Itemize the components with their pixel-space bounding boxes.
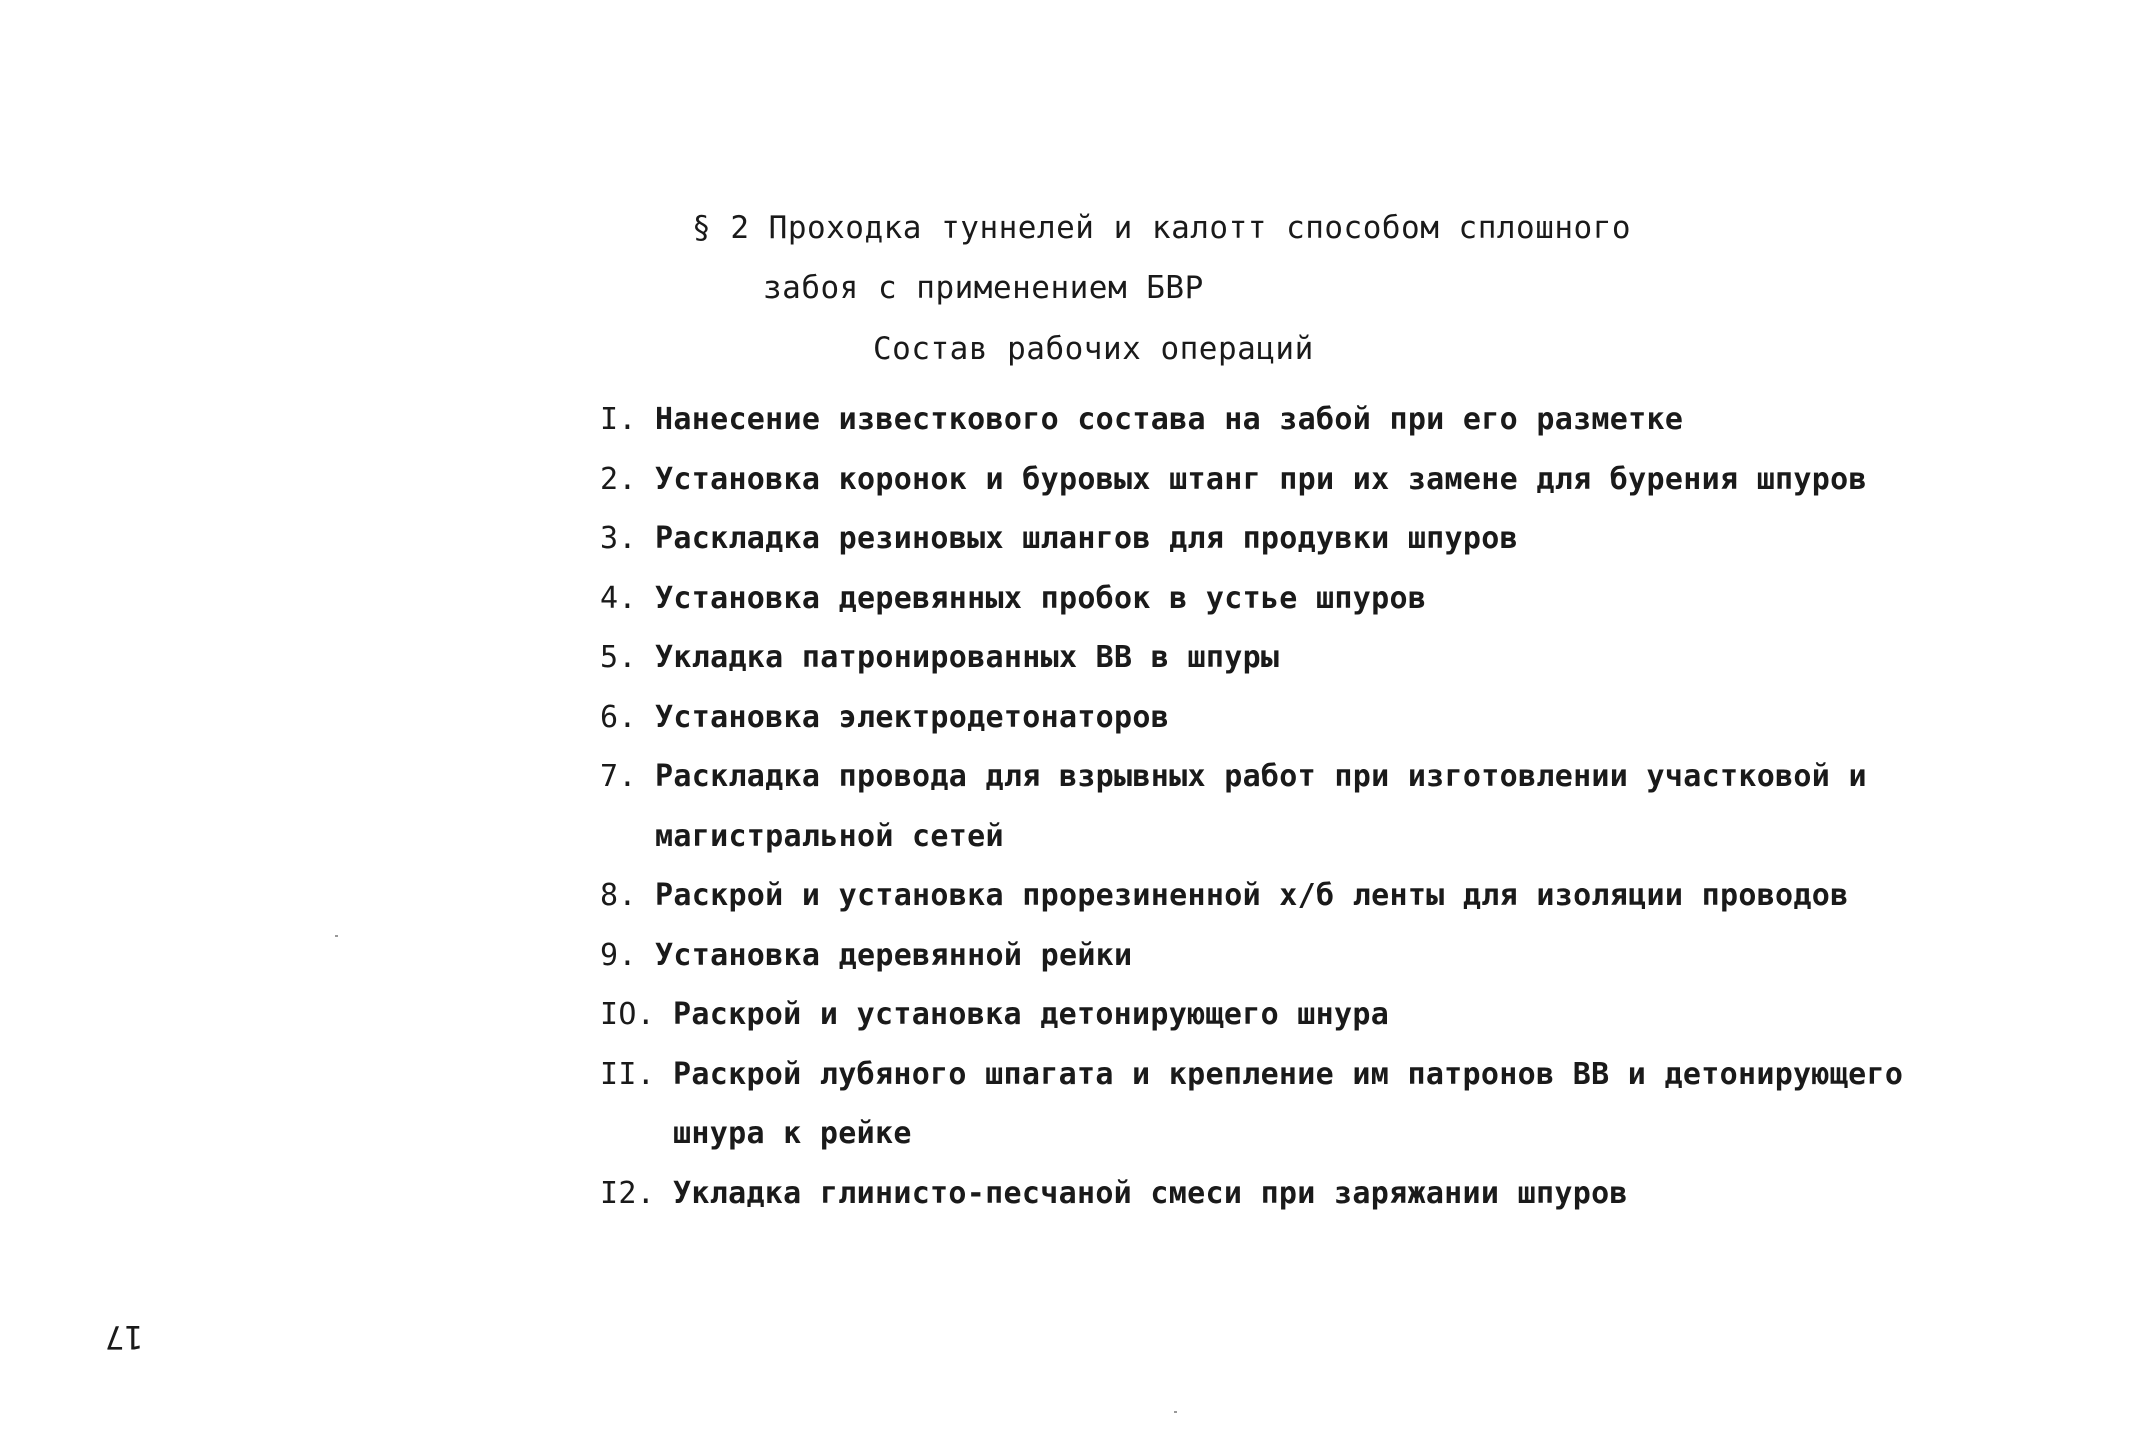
operation-text: Установка деревянных пробок в устье шпуров (655, 580, 1427, 616)
operation-item (600, 926, 2000, 986)
operation-item (600, 688, 2000, 748)
scan-speck (1174, 1411, 1177, 1413)
operation-number: 8. (600, 878, 637, 913)
operation-item (600, 509, 2000, 569)
operation-item (600, 628, 2000, 688)
operation-item (600, 985, 2000, 1045)
operation-text-continuation: магистральной сетей (655, 818, 1004, 854)
operation-number: II. (600, 1056, 656, 1092)
operation-number: I. (600, 402, 637, 437)
operation-number: I2. (600, 1175, 656, 1211)
section-title-line1: § 2 Проходка туннелей и калотт способом сплошного (692, 210, 1632, 246)
operation-text: Раскладка резиновых шлангов для продувки шпуров (655, 521, 1518, 556)
operation-number: 2. (600, 461, 637, 497)
operation-text: Раскрой и установка детонирующего шнура (673, 997, 1390, 1032)
page-number: 17 (105, 1318, 144, 1356)
operation-text: Установка деревянной рейки (655, 937, 1133, 973)
operation-item (600, 747, 2000, 866)
operation-item (600, 866, 2000, 926)
operation-number: 3. (600, 521, 637, 556)
operation-number: 7. (600, 759, 637, 794)
operation-text: Раскрой лубяного шпагата и крепление им патронов ВВ и детонирующего (673, 1056, 1904, 1092)
section-title-line2: забоя с применением БВР (763, 270, 1204, 306)
section-subtitle: Состав рабочих операций (873, 331, 1314, 367)
operation-item (600, 390, 2000, 450)
operation-item (600, 1045, 2000, 1164)
operations-list (600, 390, 2000, 1223)
scan-speck (335, 935, 338, 937)
operation-text: Установка электродетонаторов (655, 699, 1170, 735)
operation-text: Раскладка провода для взрывных работ при изготовлении участковой и (655, 759, 1867, 794)
operation-item (600, 569, 2000, 629)
operation-text: Укладка патронированных ВВ в шпуры (655, 640, 1280, 675)
operation-item (600, 1164, 2000, 1224)
operation-text-continuation: шнура к рейке (673, 1116, 912, 1151)
operation-text: Нанесение известкового состава на забой при его разметке (655, 402, 1684, 437)
operation-number: 5. (600, 640, 637, 675)
operation-text: Укладка глинисто-песчаной смеси при заряжании шпуров (673, 1175, 1628, 1211)
operation-number: IO. (600, 997, 656, 1032)
operation-number: 4. (600, 580, 637, 616)
operation-number: 9. (600, 937, 637, 973)
operation-text: Раскрой и установка прорезиненной х/б ленты для изоляции проводов (655, 878, 1849, 913)
operation-number: 6. (600, 699, 637, 735)
operation-text: Установка коронок и буровых штанг при их замене для бурения шпуров (655, 461, 1867, 497)
operation-item (600, 450, 2000, 510)
